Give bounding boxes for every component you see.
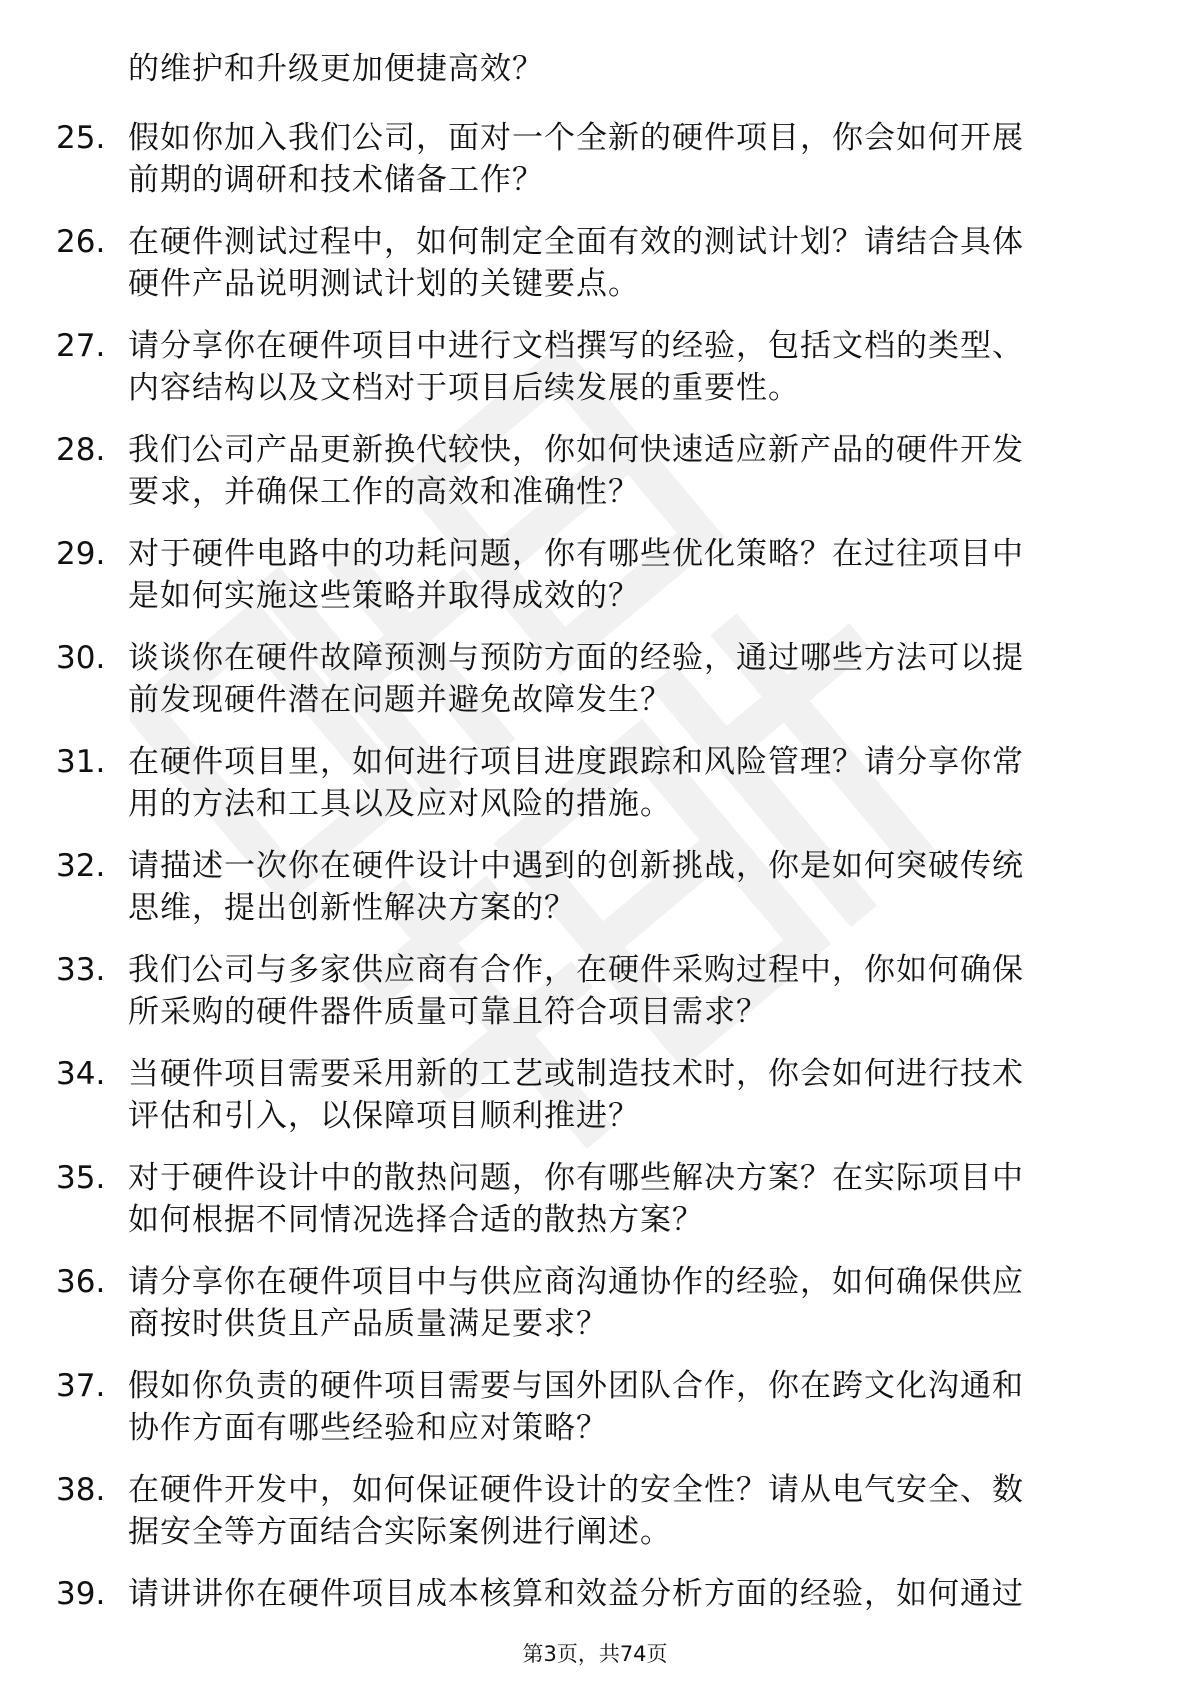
question-text-line: 内容结构以及文档对于项目后续发展的重要性。 bbox=[128, 370, 800, 406]
continuation-text: 的维护和升级更加便捷高效？ bbox=[128, 51, 544, 87]
question-text-line: 硬件产品说明测试计划的关键要点。 bbox=[128, 266, 640, 302]
question-text-line: 要求，并确保工作的高效和准确性？ bbox=[128, 474, 640, 510]
question-text-line: 当硬件项目需要采用新的工艺或制造技术时，你会如何进行技术 bbox=[128, 1056, 1024, 1092]
question-text-line: 我们公司与多家供应商有合作，在硬件采购过程中，你如何确保 bbox=[128, 952, 1024, 988]
question-text-line: 前期的调研和技术储备工作？ bbox=[128, 162, 544, 198]
question-item bbox=[0, 221, 1190, 325]
question-text-line: 请描述一次你在硬件设计中遇到的创新挑战，你是如何突破传统 bbox=[128, 848, 1024, 884]
question-text-line: 谈谈你在硬件故障预测与预防方面的经验，通过哪些方法可以提 bbox=[128, 640, 1024, 676]
question-item bbox=[0, 1053, 1190, 1157]
question-text-line: 所采购的硬件器件质量可靠且符合项目需求？ bbox=[128, 994, 768, 1030]
question-item bbox=[0, 1365, 1190, 1469]
question-number: 25. bbox=[56, 120, 106, 156]
question-text-line: 对于硬件电路中的功耗问题，你有哪些优化策略？在过往项目中 bbox=[128, 536, 1024, 572]
question-item bbox=[0, 1157, 1190, 1261]
question-text-line: 前发现硬件潜在问题并避免故障发生？ bbox=[128, 682, 672, 718]
question-text-line: 思维，提出创新性解决方案的？ bbox=[128, 890, 576, 926]
question-list bbox=[0, 117, 1190, 1677]
question-text-line: 评估和引入，以保障项目顺利推进？ bbox=[128, 1098, 640, 1134]
question-item bbox=[0, 949, 1190, 1053]
page-footer: 第3页，共74页 bbox=[522, 1642, 668, 1666]
question-number: 27. bbox=[56, 328, 106, 364]
question-text-line: 用的方法和工具以及应对风险的措施。 bbox=[128, 786, 672, 822]
question-number: 35. bbox=[56, 1160, 106, 1196]
question-item bbox=[0, 429, 1190, 533]
question-number: 34. bbox=[56, 1056, 106, 1092]
question-number: 33. bbox=[56, 952, 106, 988]
question-item bbox=[0, 741, 1190, 845]
question-number: 29. bbox=[56, 536, 106, 572]
question-item bbox=[0, 637, 1190, 741]
question-text-line: 是如何实施这些策略并取得成效的？ bbox=[128, 578, 640, 614]
question-number: 26. bbox=[56, 224, 106, 260]
question-number: 32. bbox=[56, 848, 106, 884]
question-text-line: 请分享你在硬件项目中进行文档撰写的经验，包括文档的类型、 bbox=[128, 328, 1024, 364]
question-text-line: 协作方面有哪些经验和应对策略？ bbox=[128, 1410, 608, 1446]
question-number: 31. bbox=[56, 744, 106, 780]
question-text-line: 在硬件开发中，如何保证硬件设计的安全性？请从电气安全、数 bbox=[128, 1472, 1024, 1508]
question-text-line: 请分享你在硬件项目中与供应商沟通协作的经验，如何确保供应 bbox=[128, 1264, 1024, 1300]
question-text-line: 假如你加入我们公司，面对一个全新的硬件项目，你会如何开展 bbox=[128, 120, 1024, 156]
question-text-line: 如何根据不同情况选择合适的散热方案？ bbox=[128, 1202, 704, 1238]
question-number: 30. bbox=[56, 640, 106, 676]
question-item bbox=[0, 117, 1190, 221]
question-number: 37. bbox=[56, 1368, 106, 1404]
question-text-line: 对于硬件设计中的散热问题，你有哪些解决方案？在实际项目中 bbox=[128, 1160, 1024, 1196]
question-text-line: 在硬件测试过程中，如何制定全面有效的测试计划？请结合具体 bbox=[128, 224, 1024, 260]
question-number: 39. bbox=[56, 1576, 106, 1612]
question-text-line: 我们公司产品更新换代较快，你如何快速适应新产品的硬件开发 bbox=[128, 432, 1024, 468]
question-text-line: 在硬件项目里，如何进行项目进度跟踪和风险管理？请分享你常 bbox=[128, 744, 1024, 780]
question-item bbox=[0, 533, 1190, 637]
question-text-line: 假如你负责的硬件项目需要与国外团队合作，你在跨文化沟通和 bbox=[128, 1368, 1024, 1404]
question-item bbox=[0, 845, 1190, 949]
question-number: 38. bbox=[56, 1472, 106, 1508]
question-number: 36. bbox=[56, 1264, 106, 1300]
question-text-line: 据安全等方面结合实际案例进行阐述。 bbox=[128, 1514, 672, 1550]
question-item bbox=[0, 1469, 1190, 1573]
question-text-line: 商按时供货且产品质量满足要求？ bbox=[128, 1306, 608, 1342]
question-item bbox=[0, 1261, 1190, 1365]
question-item bbox=[0, 325, 1190, 429]
question-text-line: 请讲讲你在硬件项目成本核算和效益分析方面的经验，如何通过 bbox=[128, 1576, 1024, 1612]
question-number: 28. bbox=[56, 432, 106, 468]
